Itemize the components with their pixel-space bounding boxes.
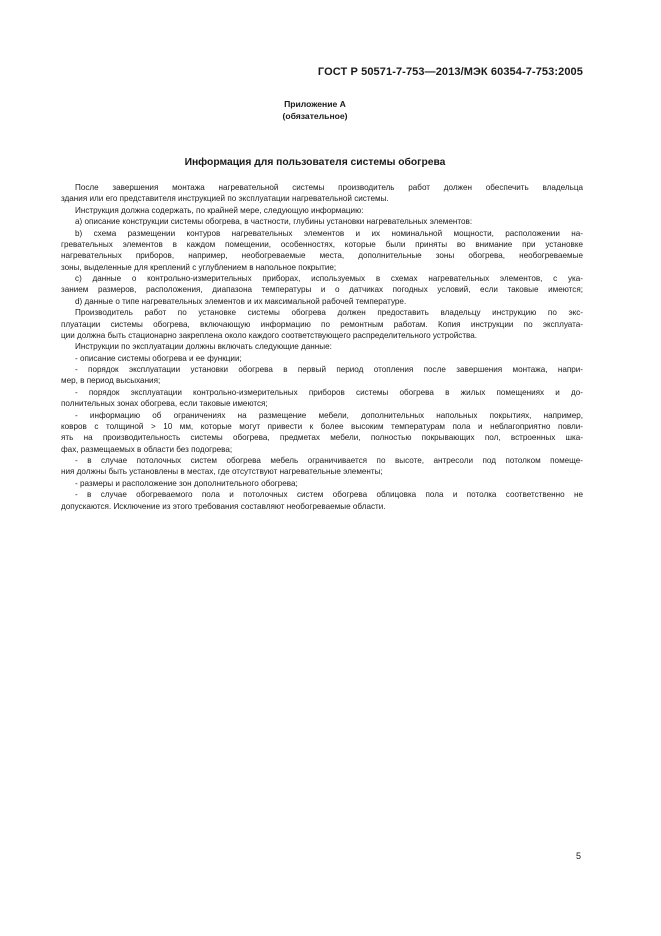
text-line: здания или его представителя инструкцией по эксплуатации нагревательной системы. [61,194,389,204]
document-header: ГОСТ Р 50571-7-753—2013/МЭК 60354-7-753:2005 [317,66,583,78]
text-line: b) схема размещении контуров нагревательных элементов и их номинальной мощности, расположении на- [75,228,583,238]
text-line: полнительных зонах обогрева, если таковые имеются; [61,399,268,409]
text-line: - в случае потолочных систем обогрева мебель ограничивается по высоте, антресоли под потолком помеще- [75,456,583,465]
text-line: а) описание конструкции системы обогрева, в частности, глубины установки нагревательных элементов: [75,217,473,227]
text-line: зоны, выделенные для креплений с углублением в напольное покрытие; [61,262,337,272]
text-line: - информацию об ограничениях на размещение мебели, дополнительных напольных покрытиях, например, [75,410,583,420]
text-line: гревательных элементов в каждом помещении, особенностях, которые были приняты во внимание при установке [61,239,583,249]
body-text [61,182,583,512]
text-line: - порядок эксплуатации установки обогрева в первый период отопления после завершения монтажа, напри- [75,365,583,374]
text-line: нагревательных приборов, например, необогреваемые места, дополнительные зоны обогрева, необогреваемые [61,251,583,261]
text-line: - размеры и расположение зон дополнительного обогрева; [75,478,298,488]
annex-label: Приложение А [284,99,346,109]
page-number: 5 [575,851,581,861]
text-line: ния должны быть установлены в местах, где отсутствуют нагревательные элементы; [61,467,383,477]
text-line: занием размеров, расположения, диапазона температуры и о датчиках погодных условий, если таковые имеются; [61,285,583,295]
text-line: мер, в период высыхания; [61,376,161,386]
section-title: Информация для пользователя системы обогрева [184,157,446,168]
text-line: Производитель работ по установке системы обогрева должен предоставить владельцу инструкцию по экс- [75,308,583,318]
annex-heading [0,99,630,122]
text-line: d) данные о типе нагревательных элементов и их максимальной рабочей температуре. [75,296,407,306]
text-line: После завершения монтажа нагревательной системы производитель работ должен обеспечить владельца [75,183,583,192]
text-line: фах, размещаемых в области без подогрева; [61,444,233,454]
text-line: ции должна быть стационарно закреплена около каждого соответствующего распределительного устройства. [61,330,478,340]
text-line: с) данные о контрольно-измерительных приборах, используемых в схемах нагревательных элементов, с ука- [75,274,583,283]
text-line: Инструкция должна содержать, по крайней мере, следующую информацию: [75,205,364,215]
annex-status: (обязательное) [282,110,348,121]
text-line: Инструкции по эксплуатации должны включать следующие данные: [75,342,332,352]
text-line: допускаются. Исключение из этого требования составляют необогреваемые области. [61,501,386,511]
text-line: ять на производительность системы обогрева, предметах мебели, полностью покрывающих пол, встроенных шка- [61,433,583,443]
text-line: - в случае обогреваемого пола и потолочных систем обогрева облицовка пола и потолка соответственно не [75,490,583,500]
text-line: - порядок эксплуатации контрольно-измерительных приборов системы обогрева в жилых помещениях и до- [75,387,583,397]
text-line: ковров с толщиной > 10 мм, которые могут привести к более высоким температурам пола и неблагоприятно повли- [61,421,583,431]
text-line: - описание системы обогрева и ее функции; [75,353,242,363]
text-line: плуатации системы обогрева, включающую информацию по ремонтным работам. Копия инструкции по эксплуата- [61,319,583,329]
